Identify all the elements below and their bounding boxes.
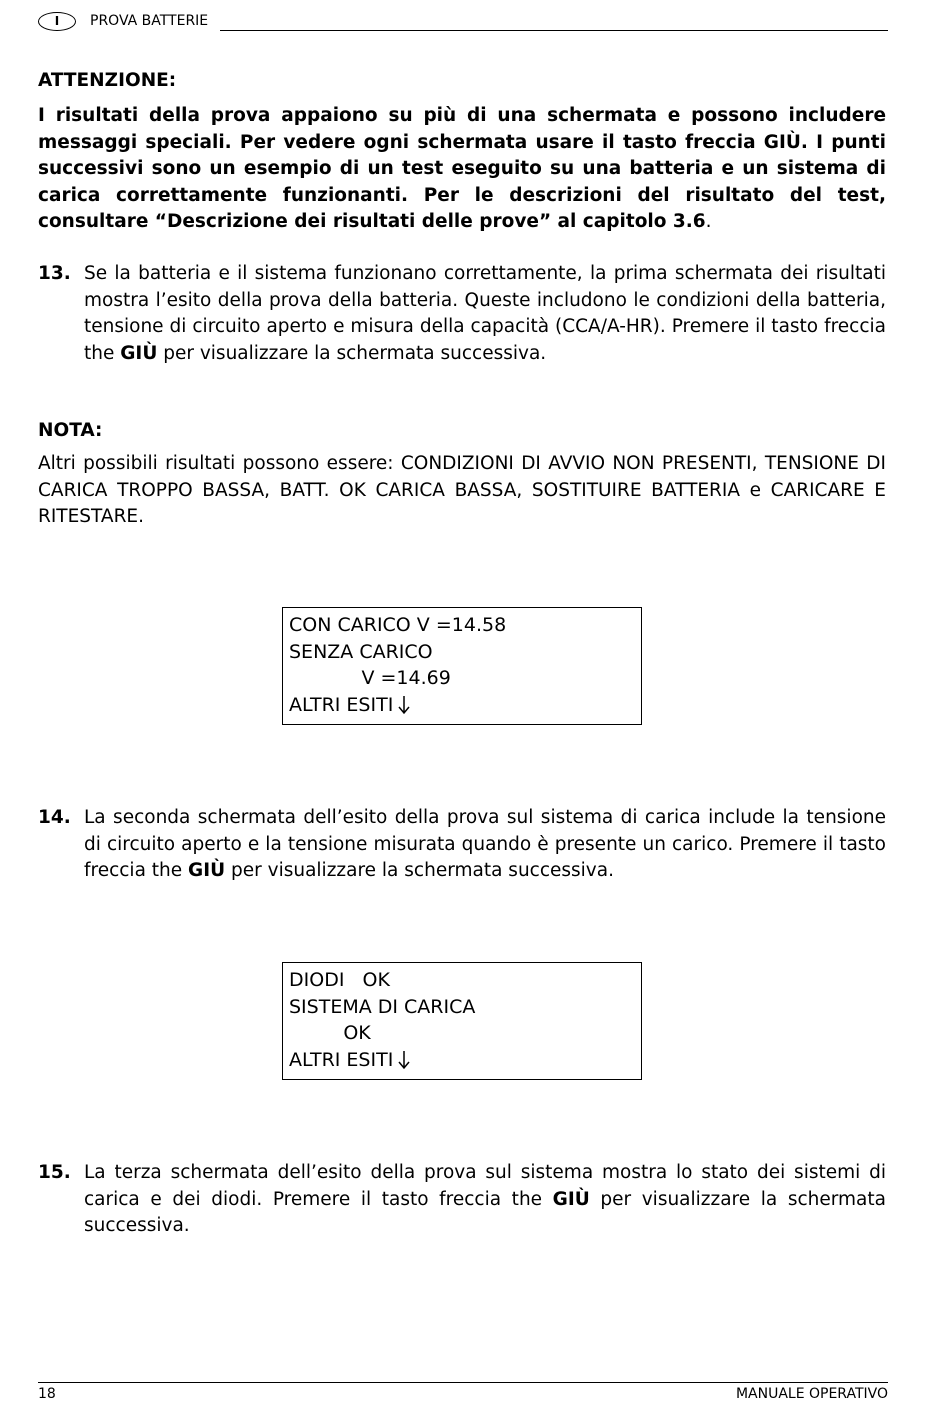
step-14-key: GIÙ xyxy=(188,860,226,881)
step-14-text-a: La seconda schermata dell’esito della prova sul sistema di carica include la tensione di circuito aperto e la tensione misurata quando è presente un carico. Premere il tasto freccia the xyxy=(84,807,886,881)
lcd-screen-voltages xyxy=(282,607,642,725)
screen-line-diodes: DIODI OK xyxy=(289,969,390,991)
arrow-down-icon xyxy=(397,695,411,715)
note-heading: NOTA: xyxy=(38,420,103,441)
page-number: 18 xyxy=(38,1386,56,1402)
page-header xyxy=(38,10,888,34)
step-15-text-b: per visualizzare la schermata successiva. xyxy=(84,1188,886,1236)
note-text: Altri possibili risultati possono essere: CONDIZIONI DI AVVIO NON PRESENTI, TENSIONE DI CARICA TROPPO BASSA, BATT. OK CARICA BASSA, SOSTITUIRE BATTERIA e CARICARE E RITESTARE. xyxy=(38,453,886,527)
step-15-key: GIÙ xyxy=(552,1188,590,1210)
attention-text-end: . xyxy=(705,211,712,232)
step-15-text-a: La terza schermata dell’esito della prova sul sistema mostra lo stato dei sistemi di carica e dei diodi. Premere il tasto freccia the xyxy=(84,1162,886,1210)
step-13-text-a: Se la batteria e il sistema funzionano correttamente, la prima schermata dei risultati mostra l’esito della prova della batteria. Queste includono le condizioni della batteria, tensione di circuito aperto e misura della capacità (CCA/A-HR). Premere il tasto freccia the xyxy=(84,263,886,364)
screen-line-unloaded-value: V =14.69 xyxy=(289,667,451,689)
screen-line-more-results xyxy=(289,692,641,719)
arrow-down-icon xyxy=(397,1050,411,1070)
step-15-number: 15. xyxy=(38,1162,71,1183)
more-results-label: ALTRI ESITI xyxy=(289,1048,394,1071)
manual-title: MANUALE OPERATIVO xyxy=(735,1386,888,1402)
step-13-text-b: per visualizzare la schermata successiva. xyxy=(157,342,547,364)
screen-line-charging-system: SISTEMA DI CARICA xyxy=(289,995,476,1018)
attention-text-body: I risultati della prova appaiono su più di una schermata e possono includere messaggi speciali. Per vedere ogni schermata usare il tasto freccia GIÙ. I punti successivi sono un esempio di un test eseguito su una batteria e un sistema di carica correttamente funzionanti. Per le descrizioni del risultato del test, consultare “Descrizione dei risultati delle prove” al capitolo 3.6 xyxy=(38,105,886,232)
attention-text xyxy=(38,103,886,236)
attention-heading: ATTENZIONE: xyxy=(38,70,177,91)
screen-line-unloaded: SENZA CARICO xyxy=(289,640,433,663)
footer-rule xyxy=(38,1382,888,1383)
step-14-number: 14. xyxy=(38,807,71,828)
step-15-text xyxy=(84,1160,886,1240)
step-13-key: GIÙ xyxy=(120,342,158,364)
screen-line-charging-status: OK xyxy=(289,1022,371,1044)
step-13-text xyxy=(84,261,886,367)
screen-line-more-results xyxy=(289,1047,641,1074)
language-badge: I xyxy=(38,12,76,31)
header-rule xyxy=(220,30,888,31)
step-14-text-b: per visualizzare la schermata successiva. xyxy=(225,860,614,881)
lcd-screen-charging xyxy=(282,962,642,1080)
step-14-text xyxy=(84,805,886,885)
screen-line-loaded: CON CARICO V =14.58 xyxy=(289,614,507,636)
more-results-label: ALTRI ESITI xyxy=(289,693,394,716)
section-title: PROVA BATTERIE xyxy=(90,13,209,29)
step-13-number: 13. xyxy=(38,263,71,284)
